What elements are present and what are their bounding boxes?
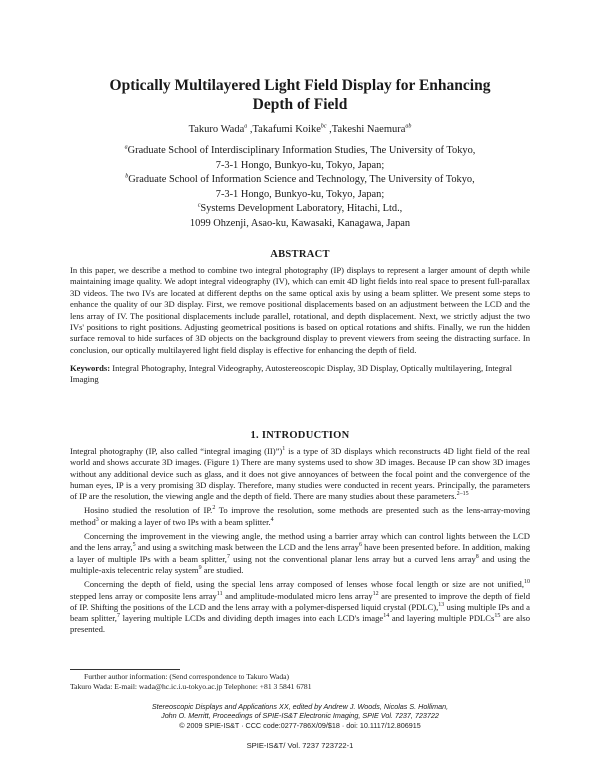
author-list: Takuro Wada$^a$ ,Takafumi Koike$^{bc}$ ,Takeshi Naemura$^{ab}$ bbox=[188, 123, 412, 135]
affiliation-line: 7-3-1 Hongo, Bunkyo-ku, Tokyo, Japan; bbox=[215, 159, 385, 171]
text-run: and using the multiple-axis telecentric relay system bbox=[70, 553, 530, 575]
author-affiliation-mark: ab bbox=[405, 123, 412, 130]
affiliation-text: Graduate School of Information Science and Technology, The University of Tokyo, bbox=[128, 174, 475, 186]
citation: 4 bbox=[270, 516, 274, 523]
text-run: using multiple IPs and a beam splitter, bbox=[70, 601, 530, 624]
citation: 13 bbox=[438, 602, 445, 608]
publication-info bbox=[60, 702, 540, 730]
citation: 7 bbox=[226, 553, 230, 560]
footnote-line: Takuro Wada: E-mail: wada@hc.ic.i.u-tokyo.ac.jp Telephone: +81 3 5841 6781 bbox=[70, 682, 312, 691]
citation: 1 bbox=[282, 446, 286, 453]
text-run: is a type of 3D displays which reconstructs 4D light field of the real world and shows accurate 3D images. (Figure 1) There are many systems used to show 3D images. Because IP can show 3D images without any additional device such as glass, and it does not give annoyances of between the focal point and the convergence of the human eyes, IP is a very promising 3D display. Therefore, many studies were conducted in recent years. Principally, the parameters of IP are the resolution, the viewing angle and the depth of field. There are many studies about these parameters. bbox=[70, 446, 530, 502]
keywords-list: Integral Photography, Integral Videography, Autostereoscopic Display, 3D Display, Optically multilayering, Integral Imaging bbox=[70, 363, 512, 385]
title-line-2: Depth of Field bbox=[252, 96, 348, 113]
text-run: and amplitude-modulated micro lens array bbox=[222, 590, 373, 601]
author-affiliation-mark: bc bbox=[320, 123, 327, 130]
citation: 11 bbox=[216, 590, 223, 597]
text-run: have been presented before. In addition, making a layer of multiple IPs with a beam splitter, bbox=[70, 542, 530, 564]
text-run: Hosino studied the resolution of IP. bbox=[84, 505, 213, 516]
affiliation-line bbox=[60, 144, 540, 159]
affiliation-list bbox=[60, 144, 540, 232]
text-run: Concerning the depth of field, using the special lens array composed of lenses whose focal length or size are not unified, bbox=[84, 579, 524, 590]
abstract-body: In this paper, we describe a method to combine two integral photography (IP) displays to represent a larger amount of depth while maintaining image quality. We adopt integral videography (IV), which can emit 4D light fields into real space to present full-parallax 3D videos. The two IVs are located at different depths on the same optical axis by using a beam splitter. We present some steps to enhance the quality of our 3D display. First, we remove positional displacements based on an adjustment between the LCD and the lens array of IV. The positional displacements include parallel, rotational, and depth displacement. Next, we strictly adjust the two IVs' positions to right positions. Adjusting geometrical positions is based on optical rotations and shifts. Finally, we run the hidden surface removal to hide surfaces of 3D objects on the background display to prevent viewers from seeing the distracting surface. In conclusion, our optically multilayered light field display is effective for enhancing the depth of field. bbox=[70, 265, 530, 355]
text-run: are studied. bbox=[201, 564, 244, 575]
footnote-line: Further author information: (Send correspondence to Takuro Wada) bbox=[84, 672, 290, 681]
text-run: stepped lens array or composite lens array bbox=[70, 590, 217, 601]
author-name: Takuro Wada bbox=[188, 124, 245, 135]
keywords-label: Keywords: bbox=[70, 363, 111, 373]
keywords bbox=[70, 363, 530, 386]
citation: 10 bbox=[524, 579, 530, 586]
paragraph bbox=[70, 505, 530, 528]
affiliation-line: 7-3-1 Hongo, Bunkyo-ku, Tokyo, Japan; bbox=[215, 188, 385, 200]
abstract-heading: ABSTRACT bbox=[270, 249, 330, 260]
text-run: or making a layer of two IPs with a beam splitter. bbox=[98, 516, 271, 527]
text-run: using not the conventional planar lens array but a curved lens array bbox=[229, 553, 476, 564]
affiliation-line bbox=[60, 173, 540, 188]
author-name: Takeshi Naemura bbox=[331, 124, 406, 135]
page-number: SPIE-IS&T/ Vol. 7237 723722-1 bbox=[246, 741, 354, 750]
paragraph bbox=[70, 446, 530, 502]
text-run: layering multiple LCDs and dividing depth images into each LCD's image bbox=[119, 613, 384, 624]
text-run: and layering multiple PDLCs bbox=[389, 613, 495, 624]
publication-line: © 2009 SPIE-IS&T · CCC code:0277-786X/09/$18 · doi: 10.1117/12.806915 bbox=[179, 720, 421, 730]
paragraph bbox=[70, 531, 530, 576]
affiliation-line: 1099 Ohzenji, Asao-ku, Kawasaki, Kanagawa, Japan bbox=[189, 217, 411, 229]
footnote-divider bbox=[70, 669, 180, 670]
citation: 14 bbox=[383, 613, 390, 620]
paragraph bbox=[70, 579, 530, 635]
paper-title bbox=[60, 76, 540, 114]
affiliation-mark: a bbox=[124, 144, 128, 151]
publication-line: Stereoscopic Displays and Applications XX, edited by Andrew J. Woods, Nicolas S. Holliman, bbox=[151, 702, 449, 711]
affiliation-line bbox=[60, 202, 540, 217]
citation: 9 bbox=[198, 565, 202, 572]
text-run: are presented to improve the depth of field of IP. Shifting the positions of the LCD and the lens array with a polymer-dispersed liquid crystal (PDLC), bbox=[70, 590, 530, 612]
affiliation-text: Systems Development Laboratory, Hitachi, Ltd., bbox=[200, 203, 403, 215]
citation: 6 bbox=[358, 542, 362, 549]
text-run: Integral photography (IP, also called “integral imaging (II)”) bbox=[70, 446, 283, 456]
citation: 3 bbox=[95, 516, 99, 523]
citation: 15 bbox=[494, 613, 501, 620]
affiliation-mark: c bbox=[197, 202, 201, 209]
citation: 12 bbox=[372, 590, 379, 597]
text-run: and using a switching mask between the LCD and the lens array bbox=[135, 542, 359, 553]
title-line-1: Optically Multilayered Light Field Display for Enhancing bbox=[109, 77, 491, 94]
author-name: Takafumi Koike bbox=[252, 124, 321, 135]
affiliation-mark: b bbox=[125, 173, 129, 180]
citation: 7 bbox=[116, 613, 120, 620]
citation: 2–15 bbox=[456, 491, 469, 498]
introduction-body bbox=[70, 446, 530, 639]
affiliation-text: Graduate School of Interdisciplinary Information Studies, The University of Tokyo, bbox=[127, 145, 476, 156]
text-run: are also presented. bbox=[70, 613, 531, 635]
citation: 8 bbox=[475, 553, 479, 560]
text-run: Concerning the improvement in the viewing angle, the method using a barrier array which can control lights between the LCD and the lens array, bbox=[70, 531, 530, 553]
citation: 2 bbox=[212, 505, 216, 512]
publication-line: John O. Merritt, Proceedings of SPIE-IS&T Electronic Imaging, SPIE Vol. 7237, 723722 bbox=[161, 711, 439, 721]
section-heading-introduction: 1. INTRODUCTION bbox=[250, 430, 350, 441]
author-affiliation-mark: a bbox=[244, 123, 248, 130]
citation: 5 bbox=[132, 542, 136, 549]
text-run: To improve the resolution, some methods are presented such as the lens-array-moving method bbox=[70, 505, 531, 527]
footnote bbox=[70, 672, 312, 692]
